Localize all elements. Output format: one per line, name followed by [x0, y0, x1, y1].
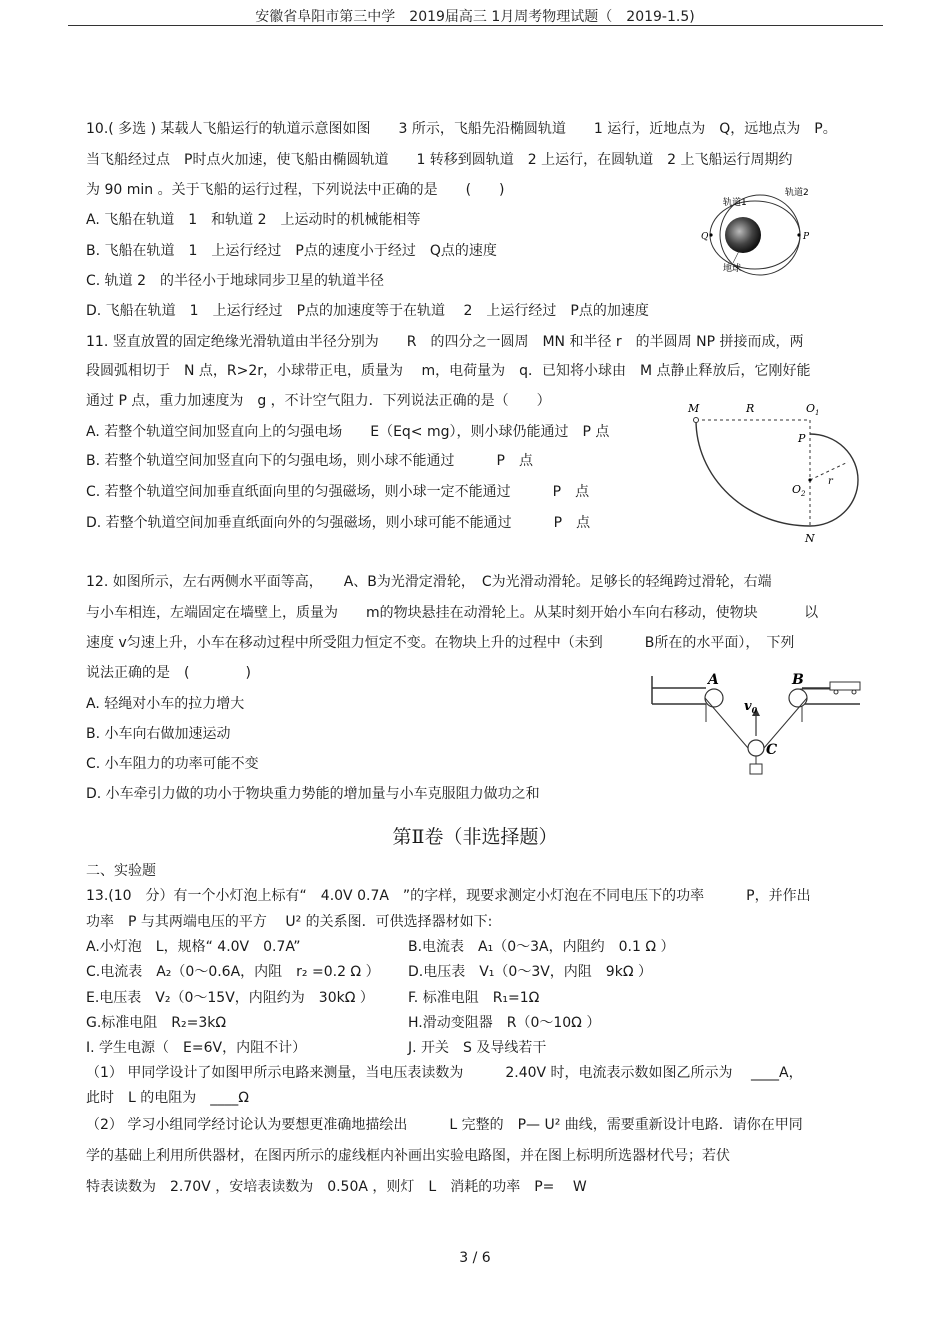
label-r-big: R — [746, 402, 755, 415]
quarter-arc-mn — [696, 420, 810, 526]
equipment-e: E.电压表 V₂（0～15V，内阻约为 30kΩ ） — [86, 990, 374, 1006]
q12-option-b: B. 小车向右做加速运动 — [86, 726, 231, 742]
header-divider — [68, 25, 883, 26]
q13-part1-line-2: 此时 L 的电阻为 ____Ω — [86, 1090, 249, 1106]
label-c: C — [766, 742, 778, 758]
label-n: N — [805, 532, 815, 545]
label-o2: O — [792, 483, 802, 496]
q13-line-2: 功率 P 与其两端电压的平方 U² 的关系图．可供选择器材如下: — [86, 914, 493, 930]
q13-part2-line-3: 特表读数为 2.70V ，安培表读数为 0.50A ，则灯 L 消耗的功率 P= W — [86, 1179, 587, 1195]
track-figure — [680, 398, 870, 548]
q12-line-1: 12. 如图所示，左右两侧水平面等高， A、B为光滑定滑轮， C为光滑动滑轮。足够长的轻绳跨过滑轮，右端 — [86, 574, 772, 590]
q10-option-b: B. 飞船在轨道 1 上运行经过 P点的速度小于经过 Q点的速度 — [86, 243, 497, 259]
q12-line-2: 与小车相连，左端固定在墙壁上，质量为 m的物块悬挂在动滑轮上。从某时刻开始小车向右移动，使物块 以 — [86, 605, 819, 621]
orbit-1-label: 轨道1 — [723, 198, 747, 208]
earth-label: 地球 — [723, 264, 742, 274]
block — [750, 764, 762, 774]
q10-line-2: 当飞船经过点 P时点火加速，使飞船由椭圆轨道 1 转移到圆轨道 2 上运行，在圆轨道 2 上飞船运行周期约 — [86, 152, 793, 168]
q11-option-b: B. 若整个轨道空间加竖直向下的匀强电场，则小球不能通过 P 点 — [86, 453, 533, 469]
label-r-small: r — [828, 476, 833, 487]
part2-heading: 二、实验题 — [86, 863, 156, 879]
q12-line-3: 速度 v匀速上升，小车在移动过程中所受阻力恒定不变。在物块上升的过程中（未到 B所在的水平面）， 下列 — [86, 635, 795, 651]
label-m: M — [688, 402, 700, 415]
q12-option-d: D. 小车牵引力做的功小于物块重力势能的增加量与小车克服阻力做功之和 — [86, 786, 540, 802]
equipment-i: I. 学生电源（ E=6V，内阻不计） — [86, 1040, 307, 1056]
label-a: A — [708, 672, 719, 688]
q12-option-a: A. 轻绳对小车的拉力增大 — [86, 696, 245, 712]
svg-text:O1 — [806, 402, 820, 417]
pulley-b — [789, 689, 807, 707]
q10-option-d: D. 飞船在轨道 1 上运行经过 P点的加速度等于在轨道 2 上运行经过 P点的加速度 — [86, 303, 649, 319]
q13-part2-line-2: 学的基础上利用所供器材，在图丙所示的虚线框内补画出实验电路图，并在图上标明所选器材代号；若伏 — [86, 1148, 730, 1164]
q13-line-1: 13.(10 分）有一个小灯泡上标有“ 4.0V 0.7A ”的字样，现要求测定小灯泡在不同电压下的功率 P，并作出 — [86, 888, 811, 904]
section-title: 第Ⅱ卷（非选择题） — [392, 826, 558, 848]
q10-option-c: C. 轨道 2 的半径小于地球同步卫星的轨道半径 — [86, 273, 385, 289]
q11-option-a: A. 若整个轨道空间加竖直向上的匀强电场 E（Eq< mg），则小球仍能通过 P 点 — [86, 424, 610, 440]
point-p-label: P — [803, 232, 810, 242]
q11-line-2: 段圆弧相切于 N 点，R>2r，小球带正电，质量为 m，电荷量为 q．已知将小球由 M 点静止释放后，它刚好能 — [86, 363, 811, 379]
semicircle-np — [810, 434, 858, 526]
label-o1: O — [806, 402, 816, 415]
equipment-g: G.标准电阻 R₂=3kΩ — [86, 1015, 227, 1031]
label-v: v — [744, 699, 752, 714]
equipment-a: A.小灯泡 L，规格“ 4.0V 0.7A” — [86, 939, 301, 955]
equipment-h: H.滑动变阻器 R（0～10Ω ） — [408, 1015, 601, 1031]
equipment-c: C.电流表 A₂（0～0.6A，内阻 r₂ =0.2 Ω ） — [86, 964, 380, 980]
page-header: 安徽省阜阳市第三中学 2019届高三 1月周考物理试题（ 2019-1.5) — [255, 9, 695, 25]
q10-line-1: 10.( 多选 ) 某载人飞船运行的轨道示意图如图 3 所示，飞船先沿椭圆轨道 1 运行，近地点为 Q，远地点为 P。 — [86, 121, 837, 137]
cart — [830, 682, 860, 690]
q10-option-a: A. 飞船在轨道 1 和轨道 2 上运动时的机械能相等 — [86, 212, 421, 228]
q12-option-c: C. 小车阻力的功率可能不变 — [86, 756, 259, 772]
earth-icon — [725, 217, 761, 253]
label-v-sub: 0 — [751, 705, 758, 715]
q11-option-d: D. 若整个轨道空间加垂直纸面向外的匀强磁场，则小球可能不能通过 P 点 — [86, 515, 591, 531]
label-o1-sub: 1 — [815, 409, 820, 417]
label-p: P — [798, 432, 806, 445]
page-number: 3 / 6 — [459, 1250, 491, 1266]
svg-text:O2 — [792, 483, 806, 498]
q11-option-c: C. 若整个轨道空间加垂直纸面向里的匀强磁场，则小球一定不能通过 P 点 — [86, 484, 590, 500]
pulley-figure — [648, 668, 868, 778]
pulley-a — [705, 689, 723, 707]
q13-part1-line-1: （1） 甲同学设计了如图甲所示电路来测量，当电压表读数为 2.40V 时，电流表示数如图乙所示为 ____A， — [86, 1065, 803, 1081]
q10-line-3: 为 90 min 。关于飞船的运行过程，下列说法中正确的是 ( ) — [86, 182, 505, 198]
label-o2-sub: 2 — [801, 490, 806, 498]
equipment-f: F. 标准电阻 R₁=1Ω — [408, 990, 540, 1006]
equipment-d: D.电压表 V₁（0～3V，内阻 9kΩ ） — [408, 964, 652, 980]
q11-line-3: 通过 P 点，重力加速度为 g ，不计空气阻力．下列说法正确的是（ ） — [86, 393, 551, 409]
q11-line-1: 11. 竖直放置的固定绝缘光滑轨道由半径分别为 R 的四分之一圆周 MN 和半径 r 的半圆周 NP 拼接而成，两 — [86, 334, 804, 350]
equipment-j: J. 开关 S 及导线若干 — [408, 1040, 547, 1056]
svg-text:v0 — [744, 699, 758, 715]
point-q-label: Q — [701, 232, 709, 242]
orbit-figure — [695, 183, 830, 278]
pulley-c — [748, 740, 764, 756]
q13-part2-line-1: （2） 学习小组同学经讨论认为要想更准确地描绘出 L 完整的 P— U² 曲线，需要重新设计电路．请你在甲同 — [86, 1117, 803, 1133]
label-b: B — [792, 672, 804, 688]
equipment-b: B.电流表 A₁（0～3A，内阻约 0.1 Ω ） — [408, 939, 675, 955]
orbit-2-label: 轨道2 — [785, 188, 809, 198]
q12-line-4: 说法正确的是 ( ) — [86, 665, 251, 681]
